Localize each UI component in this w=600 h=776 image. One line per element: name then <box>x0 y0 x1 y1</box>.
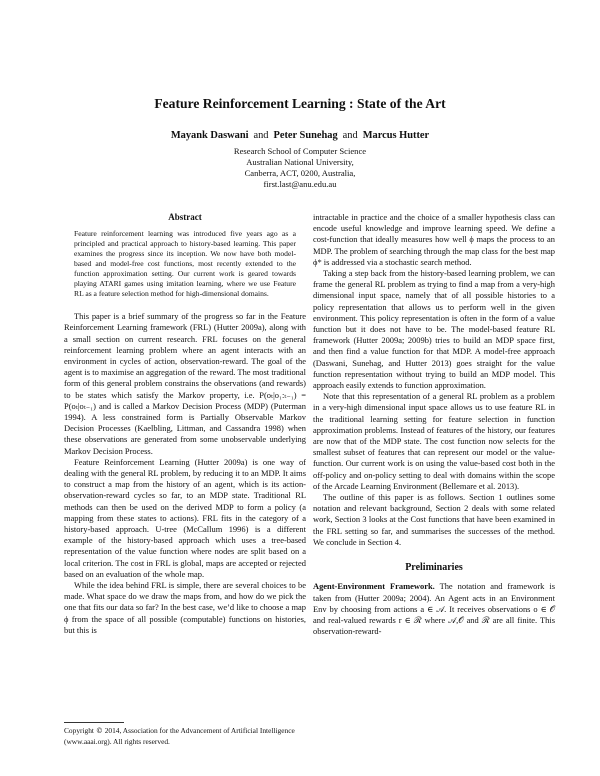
copyright-symbol: © <box>95 727 103 735</box>
body-paragraph: Taking a step back from the history-based learning problem, we can frame the general RL problem as trying to find a map from a very-high dimensional input space, namely that of all possible histories to a policy representation that allows us to perform well in the given environment. This policy representation is often in the form of a value function but it does not have to be. The model-based feature RL framework (Hutter 2009a; 2009b) tries to build an MDP space first, and then find a value function for that MDP. A model-free approach (Daswani, Sunehag, and Hutter 2013) goes straight for the value function representation without trying to build an MDP model. This approach easily extends to function approximation. <box>313 268 555 391</box>
abstract-heading: Abstract <box>168 212 202 222</box>
body-paragraph: intractable in practice and the choice of a smaller hypothesis class can encode useful knowledge and improve learning speed. We define a cost-function that ideally measures how well ϕ maps the process to an MDP. The problem of searching through the map class for the best map ϕ* is addressed via a stochastic search method. <box>313 212 555 267</box>
body-paragraph: Feature Reinforcement Learning (Hutter 2009a) is one way of dealing with the general RL problem, by reducing it to an MDP. It aims to construct a map from the history of an agent, which is its action-observation-reward cycles so far, to an MDP state. Traditional RL methods can then be used on the derived MDP to form a policy (a mapping from these states to actions). FRL fits in the category of a history-based approach. U-tree (McCallum 1996) is a different example of the history-based approach which uses a tree-based representation of the value function where nodes are split based on a local criterion. The cost in FRL is global, maps are accepted or rejected based on an evaluation of the whole map. <box>64 456 306 579</box>
author-name: Peter Sunehag <box>273 130 338 141</box>
author-email: first.last@anu.edu.au <box>263 179 337 189</box>
section-paragraph <box>313 581 555 637</box>
author-name: Mayank Daswani <box>170 130 249 141</box>
body-paragraph: While the idea behind FRL is simple, there are several choices to be made. What space do we draw the maps from, and how do we pick the one that fits our data so far? In the best case, we’d like to choose a map ϕ from the space of all possible (computable) functions on histories, but this is <box>64 580 306 635</box>
runin-heading: Agent-Environment Framework. <box>313 581 435 592</box>
copyright-footnote <box>64 726 306 746</box>
affiliation-line: Canberra, ACT, 0200, Australia, <box>244 168 356 178</box>
right-column <box>313 212 555 637</box>
affiliation-line: Research School of Computer Science <box>233 146 367 156</box>
paper-title: Feature Reinforcement Learning : State of the Art <box>154 96 446 111</box>
body-paragraph: The outline of this paper is as follows. Section 1 outlines some notation and relevant background, Section 2 deals with some related work, Section 3 looks at the Cost functions that have been examined in the FRL setting so far, and summarises the successes of the method. We conclude in Section 4. <box>313 492 555 547</box>
section-heading: Preliminaries <box>405 562 463 574</box>
author-name: Marcus Hutter <box>362 130 430 141</box>
copyright-prefix: Copyright <box>64 726 94 735</box>
author-list <box>0 130 600 141</box>
left-column <box>64 212 306 636</box>
body-paragraph: This paper is a brief summary of the progress so far in the Feature Reinforcement Learning framework (FRL) (Hutter 2009a), along with a small section on current research. FRL focuses on the general reinforcement learning problem where an agent interacts with an environment in cycles of action, observation-reward. The goal of the agent is to maximise an aggregation of the reward. The most traditional form of this general problem constrains the observations (and rewards) to be states which satisfy the Markov property, i.e. P(oₜ|o₁:ₜ₋₁) = P(oₜ|oₜ₋₁) and is called a Markov Decision Process (MDP) (Puterman 1994). A less constrained form is Partially Observable Markov Decision Processes (Kaelbling, Littman, and Cassandra 1998) when these observations are generated from some unobservable underlying Markov Decision Process. <box>64 311 306 456</box>
copyright-text: 2014, Association for the Advancement of Artificial Intelligence (www.aaai.org). All rights reserved. <box>64 726 295 746</box>
author-separator: and <box>253 130 269 141</box>
author-separator: and <box>342 130 358 141</box>
abstract-text: Feature reinforcement learning was introduced five years ago as a principled and practical approach to history-based learning. This paper examines the progress since its inception. We now have both model-based and model-free cost functions, most recently extended to the function approximation setting. Our current work is geared towards playing ATARI games using imitation learning, where we use Feature RL as a feature selection method for high-dimensional domains. <box>74 229 296 299</box>
body-paragraph: Note that this representation of a general RL problem as a problem in a very-high dimensional input space allows us to use feature RL in the traditional learning setting for feature selection in function approximation problems. Instead of features of the history, our features are now that of the MDP state. The cost function now selects for the smallest subset of features that can represent our model or the value-function. Our current work is on using the value-based cost both in the off-policy and on-policy setting to deal with domains within the scope of the Arcade Learning Environment (Bellemare et al. 2013). <box>313 391 555 491</box>
affiliation-line: Australian National University, <box>246 157 354 167</box>
affiliation-block <box>0 146 600 190</box>
footnote-rule <box>64 722 124 723</box>
section-text: The notation and framework is taken from (Hutter 2009a; 2004). An Agent acts in an Environment Env by choosing from actions a ∈ 𝒜. It receives observations o ∈ 𝒪 and real-valued rewards r ∈ ℛ where 𝒜,𝒪 and ℛ are all finite. This observation-reward- <box>313 581 555 637</box>
